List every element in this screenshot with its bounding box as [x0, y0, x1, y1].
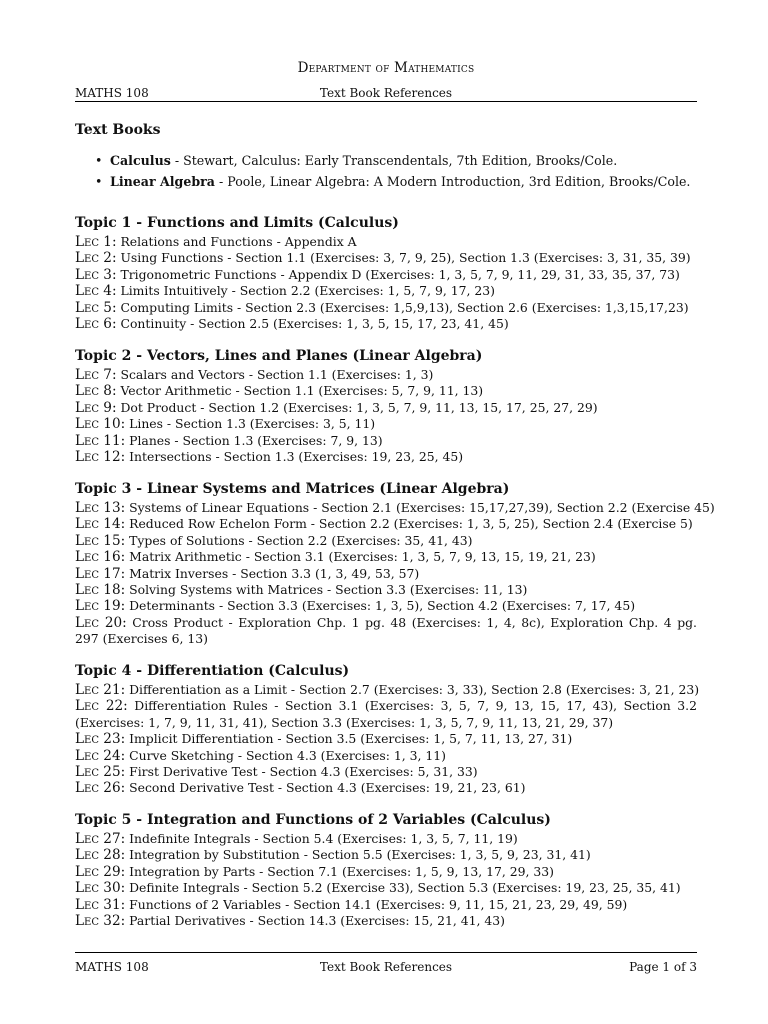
topic-section	[75, 347, 697, 465]
lecture-entry	[75, 566, 697, 582]
lecture-label: Lec 30:	[75, 880, 126, 897]
lecture-entry	[75, 549, 697, 565]
lecture-text: Implicit Differentiation - Section 3.5 (Exercises: 1, 5, 7, 11, 13, 27, 31)	[125, 731, 573, 747]
lecture-label: Lec 17:	[75, 565, 126, 582]
lecture-text: Solving Systems with Matrices - Section 3.3 (Exercises: 11, 13)	[125, 582, 528, 598]
lecture-text: Curve Sketching - Section 4.3 (Exercises: 1, 3, 11)	[125, 747, 446, 763]
lecture-text: Using Functions - Section 1.1 (Exercises: 3, 7, 9, 25), Section 1.3 (Exercises: 3, 31, 35, 39)	[116, 250, 691, 266]
lecture-text: Determinants - Section 3.3 (Exercises: 1, 3, 5), Section 4.2 (Exercises: 7, 17, 45)	[125, 598, 636, 614]
lecture-text: Vector Arithmetic - Section 1.1 (Exercises: 5, 7, 9, 11, 13)	[116, 383, 484, 399]
lecture-entry	[75, 748, 697, 764]
textbook-detail: - Stewart, Calculus: Early Transcendentals, 7th Edition, Brooks/Cole.	[170, 153, 618, 168]
lecture-text: Types of Solutions - Section 2.2 (Exercises: 35, 41, 43)	[125, 532, 473, 548]
lecture-entry	[75, 731, 697, 747]
lecture-label: Lec 18:	[75, 582, 126, 599]
lecture-text: Functions of 2 Variables - Section 14.1 (Exercises: 9, 11, 15, 21, 23, 29, 49, 59)	[125, 896, 628, 912]
lecture-text: Differentiation Rules - Section 3.1 (Exercises: 3, 5, 7, 9, 13, 15, 17, 43), Section 3.2 (Exercises: 1, 7, 9, 11, 31, 41), Section 3.3 (Exercises: 1, 3, 5, 7, 9, 11, 13, 21, 29, 37)	[75, 698, 697, 730]
lecture-label: Lec 1:	[75, 234, 117, 250]
lecture-label: Lec 19:	[75, 598, 126, 615]
department-title: Department of Mathematics	[297, 60, 475, 76]
lecture-entry	[75, 682, 700, 698]
lecture-label: Lec 5:	[75, 299, 117, 316]
textbook-name: Linear Algebra	[110, 174, 215, 189]
lecture-text: Indefinite Integrals - Section 5.4 (Exercises: 1, 3, 5, 7, 11, 19)	[125, 831, 518, 846]
lecture-label: Lec 20:	[75, 614, 127, 631]
lecture-text: Dot Product - Section 1.2 (Exercises: 1, 3, 5, 7, 9, 11, 13, 15, 17, 25, 27, 29)	[116, 399, 598, 415]
lecture-entry	[75, 864, 697, 880]
footer-course-code: MATHS 108	[75, 960, 149, 974]
lecture-entry	[75, 234, 697, 250]
bullet-icon: •	[95, 174, 103, 189]
lecture-entry	[75, 283, 697, 299]
lecture-entry	[75, 615, 697, 648]
lecture-label: Lec 16:	[75, 549, 126, 566]
lecture-entry	[75, 698, 697, 731]
lecture-label: Lec 4:	[75, 283, 117, 300]
lecture-text: Intersections - Section 1.3 (Exercises: 19, 23, 25, 45)	[125, 449, 464, 465]
lecture-label: Lec 3:	[75, 266, 117, 283]
lecture-entry	[75, 267, 697, 283]
textbook-name: Calculus	[110, 153, 171, 168]
lecture-text: Partial Derivatives - Section 14.3 (Exercises: 15, 21, 41, 43)	[125, 913, 506, 929]
textbook-item	[95, 171, 690, 192]
footer-title: Text Book References	[319, 960, 453, 974]
header-course-code: MATHS 108	[75, 86, 149, 100]
lecture-entry	[75, 300, 697, 316]
lecture-text: Reduced Row Echelon Form - Section 2.2 (Exercises: 1, 3, 5, 25), Section 2.4 (Exercise 5)	[125, 516, 693, 532]
lecture-label: Lec 28:	[75, 847, 126, 864]
lecture-text: Trigonometric Functions - Appendix D (Exercises: 1, 3, 5, 7, 9, 11, 29, 31, 33, 35, 37, 73)	[116, 266, 680, 282]
bullet-icon: •	[95, 153, 103, 168]
topic-title: Topic 3 - Linear Systems and Matrices (Linear Algebra)	[75, 481, 510, 497]
lecture-label: Lec 23:	[75, 731, 126, 748]
topic-section	[75, 662, 700, 797]
lecture-label: Lec 2:	[75, 250, 117, 267]
lecture-entry	[75, 897, 697, 913]
lecture-entry	[75, 582, 697, 598]
lecture-label: Lec 25:	[75, 764, 126, 781]
lecture-text: Integration by Substitution - Section 5.5 (Exercises: 1, 3, 5, 9, 23, 31, 41)	[125, 847, 591, 863]
topic-section	[75, 480, 715, 648]
lecture-label: Lec 31:	[75, 896, 126, 913]
topic-title: Topic 2 - Vectors, Lines and Planes (Linear Algebra)	[75, 348, 483, 364]
lecture-entry	[75, 250, 697, 266]
lecture-entry	[75, 416, 697, 432]
page-number: Page 1 of 3	[629, 960, 697, 974]
textbooks-list	[95, 150, 690, 192]
topic-section	[75, 811, 697, 929]
lecture-text: Limits Intuitively - Section 2.2 (Exercises: 1, 5, 7, 9, 17, 23)	[116, 283, 495, 299]
lecture-text: Matrix Inverses - Section 3.3 (1, 3, 49, 53, 57)	[125, 565, 420, 581]
lecture-text: Lines - Section 1.3 (Exercises: 3, 5, 11)	[125, 416, 376, 432]
lecture-label: Lec 32:	[75, 913, 126, 930]
textbook-item	[95, 150, 690, 171]
lecture-entry	[75, 516, 697, 532]
lecture-entry	[75, 367, 697, 383]
topic-section	[75, 214, 697, 332]
lecture-label: Lec 29:	[75, 863, 126, 880]
lecture-text: Continuity - Section 2.5 (Exercises: 1, 3, 5, 15, 17, 23, 41, 45)	[116, 316, 509, 332]
lecture-label: Lec 26:	[75, 780, 126, 797]
lecture-text: Matrix Arithmetic - Section 3.1 (Exercises: 1, 3, 5, 7, 9, 13, 15, 19, 21, 23)	[125, 549, 596, 565]
textbooks-heading: Text Books	[75, 122, 161, 138]
lecture-text: Relations and Functions - Appendix A	[116, 234, 357, 249]
lecture-entry	[75, 831, 697, 847]
lecture-label: Lec 27:	[75, 831, 126, 847]
lecture-entry	[75, 847, 697, 863]
lecture-text: Scalars and Vectors - Section 1.1 (Exercises: 1, 3)	[116, 367, 434, 382]
lecture-label: Lec 7:	[75, 367, 117, 383]
lecture-entry	[75, 449, 697, 465]
lecture-label: Lec 12:	[75, 449, 126, 466]
lecture-label: Lec 8:	[75, 383, 117, 400]
running-header	[75, 84, 697, 102]
lecture-text: Differentiation as a Limit - Section 2.7 (Exercises: 3, 33), Section 2.8 (Exercises: 3, 21, 23)	[125, 682, 700, 697]
running-footer	[75, 952, 697, 975]
lecture-entry	[75, 400, 697, 416]
lecture-text: Computing Limits - Section 2.3 (Exercises: 1,5,9,13), Section 2.6 (Exercises: 1,3,15,17,23)	[116, 299, 689, 315]
lecture-entry	[75, 316, 697, 332]
lecture-label: Lec 9:	[75, 399, 117, 416]
topic-title: Topic 5 - Integration and Functions of 2 Variables (Calculus)	[75, 812, 551, 828]
lecture-text: Second Derivative Test - Section 4.3 (Exercises: 19, 21, 23, 61)	[125, 780, 526, 796]
lecture-label: Lec 10:	[75, 416, 126, 433]
lecture-text: Definite Integrals - Section 5.2 (Exercise 33), Section 5.3 (Exercises: 19, 23, 25, 35, 41)	[125, 880, 681, 896]
lecture-label: Lec 6:	[75, 316, 117, 333]
lecture-text: Systems of Linear Equations - Section 2.1 (Exercises: 15,17,27,39), Section 2.2 (Exercise 45)	[125, 500, 715, 515]
lecture-entry	[75, 913, 697, 929]
lecture-label: Lec 24:	[75, 747, 126, 764]
lecture-entry	[75, 880, 697, 896]
lecture-entry	[75, 598, 697, 614]
lecture-entry	[75, 383, 697, 399]
lecture-entry	[75, 500, 715, 516]
lecture-entry	[75, 433, 697, 449]
lecture-entry	[75, 533, 697, 549]
topic-title: Topic 1 - Functions and Limits (Calculus)	[75, 215, 399, 231]
lecture-entry	[75, 780, 697, 796]
lecture-text: Planes - Section 1.3 (Exercises: 7, 9, 13)	[125, 432, 383, 448]
lecture-label: Lec 15:	[75, 532, 126, 549]
textbook-detail: - Poole, Linear Algebra: A Modern Introduction, 3rd Edition, Brooks/Cole.	[214, 174, 691, 189]
header-title: Text Book References	[319, 86, 453, 100]
lecture-text: First Derivative Test - Section 4.3 (Exercises: 5, 31, 33)	[125, 764, 478, 780]
topic-title: Topic 4 - Differentiation (Calculus)	[75, 663, 350, 679]
lecture-text: Integration by Parts - Section 7.1 (Exercises: 1, 5, 9, 13, 17, 29, 33)	[125, 863, 554, 879]
lecture-label: Lec 13:	[75, 500, 126, 516]
lecture-label: Lec 14:	[75, 516, 126, 533]
lecture-entry	[75, 764, 697, 780]
lecture-label: Lec 11:	[75, 432, 126, 449]
lecture-label: Lec 21:	[75, 682, 126, 698]
lecture-label: Lec 22:	[75, 698, 128, 715]
lecture-text: Cross Product - Exploration Chp. 1 pg. 48 (Exercises: 1, 4, 8c), Exploration Chp. 4 pg. 297 (Exercises 6, 13)	[75, 614, 697, 647]
